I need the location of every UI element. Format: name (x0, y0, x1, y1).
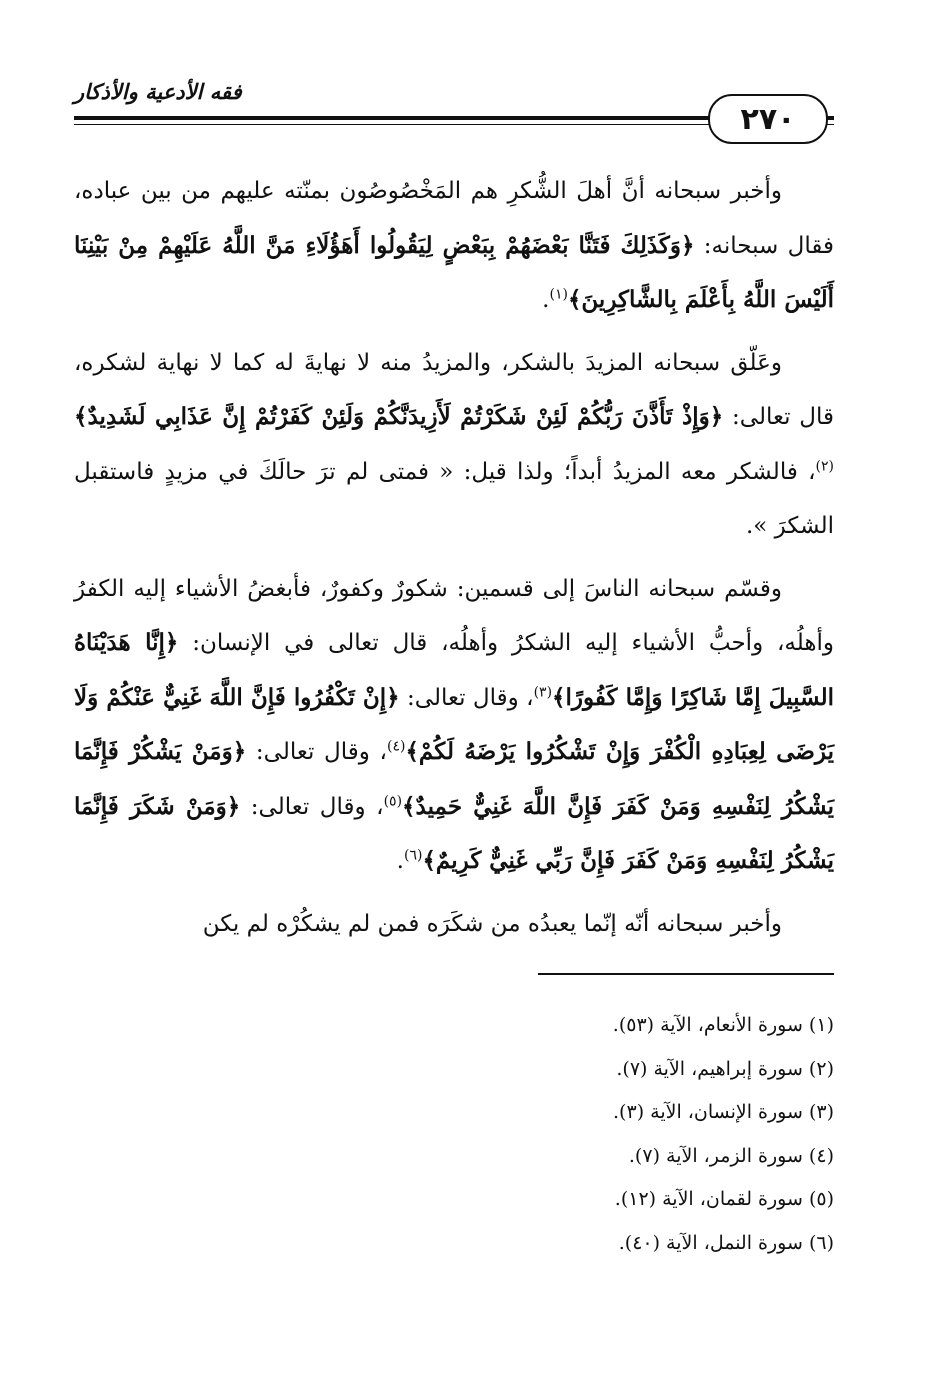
quran-verse: ﴿وَإِذْ تَأَذَّنَ رَبُّكُمْ لَئِنْ شَكَرْتُمْ لَأَزِيدَنَّكُمْ وَلَئِنْ كَفَرْتُمْ إِنَّ عَذَابِي لَشَدِيدٌ﴾ (74, 403, 724, 430)
footnote-ref[interactable]: (٤) (386, 738, 406, 755)
text-run: وأخبر سبحانه أنَّ أهلَ الشُّكرِ هم المَخْصُوصُون بمنّته عليهم من بين عباده، فقال سبحانه: (74, 178, 834, 259)
footnote-ref[interactable]: (١) (549, 286, 568, 303)
quran-verse: ﴿وَمَنْ شَكَرَ فَإِنَّمَا يَشْكُرُ لِنَفْسِهِ وَمَنْ كَفَرَ فَإِنَّ رَبِّي غَنِيٌّ كَرِيمٌ﴾ (74, 792, 834, 874)
text-run: وأخبر سبحانه أنّه إنّما يعبدُه من شكَرَه فمن لم يشكُرْه لم يكن (202, 910, 782, 937)
footnote-item: (٤) سورة الزمر، الآية (٧). (628, 1144, 834, 1167)
text-run: ، وقال تعالى: (246, 739, 387, 765)
text-run: ، فالشكر معه المزيدُ أبداً؛ ولذا قيل: « فمتى لم ترَ حالَكَ في مزيدٍ فاستقبل الشكرَ ». (74, 458, 834, 539)
paragraph-1 (74, 164, 834, 328)
footnote-item: (١) سورة الأنعام، الآية (٥٣). (612, 1014, 834, 1036)
quran-verse: ﴿إِنْ تَكْفُرُوا فَإِنَّ اللَّهَ غَنِيٌّ عَنْكُمْ وَلَا يَرْضَى لِعِبَادِهِ الْكُفْرَ وَإِنْ تَشْكُرُوا يَرْضَهُ لَكُمْ﴾ (74, 683, 835, 765)
footnote-item: (٥) سورة لقمان، الآية (١٢). (614, 1188, 834, 1210)
running-title: فقه الأدعية والأذكار (74, 80, 242, 104)
paragraph-2 (74, 336, 834, 554)
text-run: ، وقال تعالى: (399, 684, 534, 711)
quran-verse: ﴿وَمَنْ يَشْكُرْ فَإِنَّمَا يَشْكُرُ لِنَفْسِهِ وَمَنْ كَفَرَ فَإِنَّ اللَّهَ غَنِيٌّ حَمِيدٌ﴾ (74, 738, 835, 820)
footnote-item: (٦) سورة النمل، الآية (٤٠). (618, 1231, 834, 1254)
quran-verse: ﴿وَكَذَلِكَ فَتَنَّا بَعْضَهُمْ بِبَعْضٍ لِيَقُولُوا أَهَؤُلَاءِ مَنَّ اللَّهُ عَلَيْهِمْ مِنْ بَيْنِنَا أَلَيْسَ اللَّهُ بِأَعْلَمَ بِالشَّاكِرِينَ﴾ (74, 231, 834, 313)
footnote-separator (538, 973, 834, 975)
footnote-item: (٢) سورة إبراهيم، الآية (٧). (616, 1057, 834, 1080)
paragraph-4 (74, 897, 834, 952)
text-run: وقسّم سبحانه الناسَ إلى قسمين: شكورٌ وكفورٌ، فأبغضُ الأشياء إليه الكفرُ وأهلُه، وأحبُّ الأشياء إليه الشكرُ وأهلُه، قال تعالى في الإنسان: (74, 575, 834, 656)
footnote-ref[interactable]: (٦) (403, 847, 423, 864)
paragraph-3 (74, 562, 834, 889)
footnotes-list (74, 1004, 834, 1265)
footnote-ref[interactable]: (٥) (383, 792, 403, 809)
quran-verse: ﴿إِنَّا هَدَيْنَاهُ السَّبِيلَ إِمَّا شَاكِرًا وَإِمَّا كَفُورًا﴾ (74, 629, 835, 711)
footnote-ref[interactable]: (٣) (533, 683, 553, 700)
page-number: ٢٧٠ (740, 101, 796, 137)
book-page (74, 74, 834, 1314)
text-run: وعَلّق سبحانه المزيدَ بالشكر، والمزيدُ منه لا نهايةَ له كما لا نهاية لشكره، قال تعالى: (74, 349, 834, 430)
page-header (74, 74, 834, 150)
footnote-item: (٣) سورة الإنسان، الآية (٣). (613, 1101, 834, 1123)
main-text (74, 164, 834, 951)
text-run: ، وقال تعالى: (240, 793, 384, 820)
text-run: . (396, 848, 404, 874)
footnote-ref[interactable]: (٢) (815, 457, 834, 474)
page-number-badge (708, 94, 828, 144)
text-run: . (542, 287, 550, 313)
